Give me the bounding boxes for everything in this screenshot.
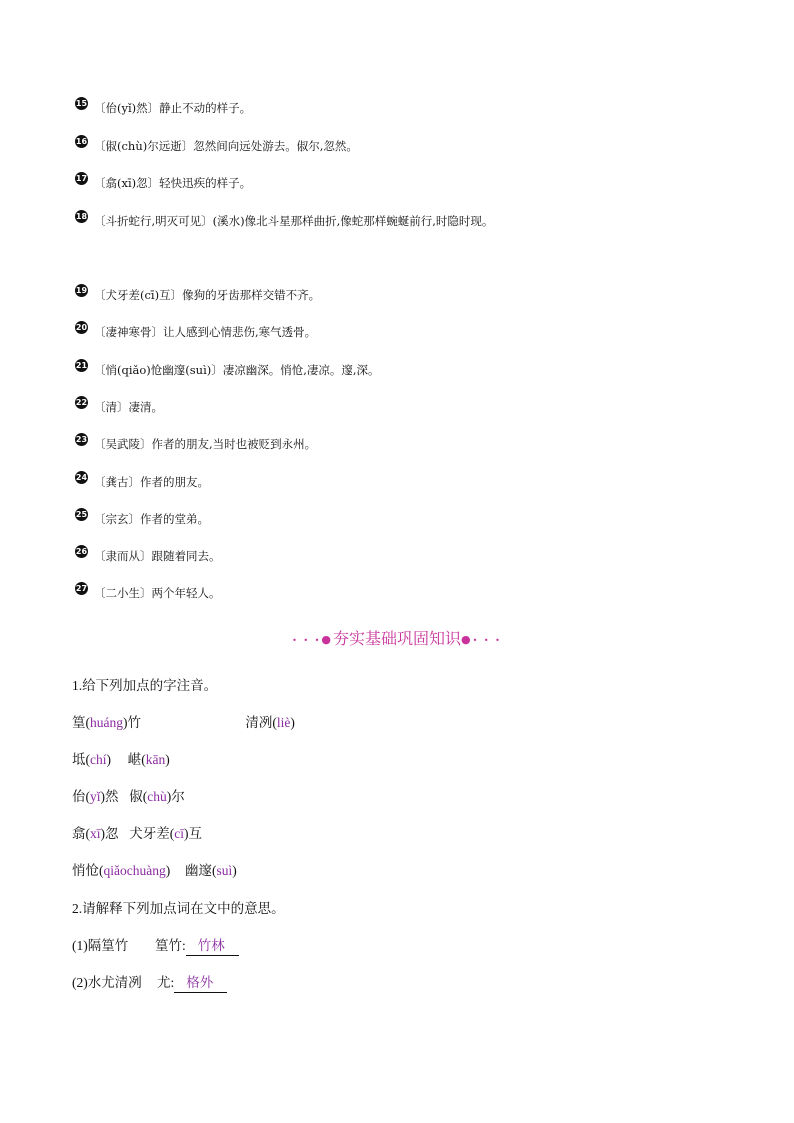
target-char: 清冽	[245, 715, 273, 730]
char-suffix: 竹	[127, 715, 141, 730]
note-22	[75, 399, 163, 415]
note-number-badge: 22	[75, 398, 88, 407]
note-number-badge: 27	[75, 584, 88, 593]
note-number-badge: 24	[75, 473, 88, 482]
pinyin-item: 幽邃(suì)	[184, 863, 237, 878]
pinyin-item: 篁(huáng)竹	[72, 715, 141, 730]
target-char: 坻	[72, 752, 86, 767]
note-21	[75, 362, 380, 378]
note-text: 〔吴武陵〕作者的朋友,当时也被贬到永州。	[94, 437, 317, 451]
question-1-prompt: 1.给下列加点的字注音。	[72, 678, 218, 693]
definition-item-1	[72, 937, 239, 956]
pinyin-item: 俶(chù)尔	[129, 789, 185, 804]
target-char: 嵁	[127, 752, 142, 767]
note-number-badge: 21	[75, 361, 88, 370]
pinyin-answer: yǐ	[90, 789, 101, 804]
pinyin-answer: suì	[216, 863, 233, 878]
target-char: 悄怆	[72, 863, 99, 878]
note-number-badge: 19	[75, 286, 88, 295]
pinyin-row-1	[72, 714, 295, 732]
pinyin-answer: liè	[276, 715, 291, 730]
note-text: 〔隶而从〕跟随着同去。	[94, 549, 221, 563]
pinyin-answer: huáng	[90, 715, 123, 730]
note-16	[75, 138, 358, 154]
target-char: 佁	[72, 789, 86, 804]
char-suffix: 尔	[171, 789, 185, 804]
char-suffix: 忽	[105, 826, 119, 841]
pinyin-item: 翕(xī)忽	[72, 826, 119, 841]
target-char: 俶	[129, 789, 143, 804]
note-24	[75, 474, 209, 490]
note-number-badge: 15	[75, 99, 88, 108]
pinyin-item: 嵁(kān)	[127, 752, 170, 767]
pinyin-item: 悄怆(qiǎochuàng)	[72, 863, 174, 878]
definition-item-2	[72, 974, 227, 993]
item-label: (2)水尤清冽	[72, 975, 142, 990]
pinyin-item: 犬牙差(cī)互	[129, 826, 203, 841]
note-number-badge: 17	[75, 174, 88, 183]
note-text: 〔翕(xī)忽〕轻快迅疾的样子。	[94, 176, 252, 190]
pinyin-item: 清冽(liè)	[245, 715, 295, 730]
note-20	[75, 324, 316, 340]
note-text: 〔二小生〕两个年轻人。	[94, 586, 221, 600]
note-17	[75, 175, 251, 191]
note-number-badge: 23	[75, 435, 88, 444]
note-25	[75, 511, 209, 527]
pinyin-row-5	[72, 862, 237, 880]
note-text: 〔清〕凄清。	[94, 400, 163, 414]
right-dots-ornament: ●• • •	[461, 633, 502, 646]
section-title: 夯实基础巩固知识	[332, 629, 461, 648]
note-text: 〔斗折蛇行,明灭可见〕(溪水)像北斗星那样曲折,像蛇那样蜿蜒前行,时隐时现。	[94, 214, 494, 228]
answer-blank[interactable]: 竹林	[186, 937, 239, 956]
note-text: 〔俶(chù)尔远逝〕忽然间向远处游去。俶尔,忽然。	[94, 139, 358, 153]
section-heading	[0, 626, 794, 649]
target-char: 犬牙差	[129, 826, 170, 841]
note-26	[75, 548, 221, 564]
note-number-badge: 16	[75, 137, 88, 146]
item-word: 篁竹:	[155, 938, 186, 953]
pinyin-answer: chí	[90, 752, 107, 767]
note-text: 〔龚古〕作者的朋友。	[94, 475, 209, 489]
char-suffix: 然	[105, 789, 119, 804]
note-number-badge: 20	[75, 323, 88, 332]
pinyin-row-4	[72, 825, 202, 843]
note-text: 〔宗玄〕作者的堂弟。	[94, 512, 209, 526]
pinyin-answer: qiǎochuàng	[103, 863, 166, 878]
pinyin-answer: cī	[174, 826, 185, 841]
note-19	[75, 287, 320, 303]
question-2-prompt: 2.请解释下列加点词在文中的意思。	[72, 901, 285, 916]
note-18	[75, 213, 493, 229]
char-suffix: 互	[188, 826, 203, 841]
note-text: 〔佁(yǐ)然〕静止不动的样子。	[94, 101, 252, 115]
note-15	[75, 100, 251, 116]
target-char: 篁	[72, 715, 86, 730]
pinyin-row-2	[72, 751, 170, 769]
note-23	[75, 436, 316, 452]
note-text: 〔悄(qiǎo)怆幽邃(suì)〕凄凉幽深。悄怆,凄凉。邃,深。	[94, 363, 380, 377]
pinyin-row-3	[72, 788, 185, 806]
left-dots-ornament: • • •●	[292, 633, 333, 646]
note-number-badge: 25	[75, 510, 88, 519]
target-char: 幽邃	[184, 863, 212, 878]
note-number-badge: 18	[75, 212, 88, 221]
note-text: 〔犬牙差(cī)互〕像狗的牙齿那样交错不齐。	[94, 288, 321, 302]
note-27	[75, 585, 221, 601]
pinyin-answer: xī	[90, 826, 101, 841]
note-text: 〔凄神寒骨〕让人感到心情悲伤,寒气透骨。	[94, 325, 317, 339]
pinyin-item: 佁(yǐ)然	[72, 789, 119, 804]
pinyin-item: 坻(chí)	[72, 752, 115, 767]
item-word: 尤:	[157, 975, 175, 990]
note-number-badge: 26	[75, 547, 88, 556]
target-char: 翕	[72, 826, 86, 841]
pinyin-answer: chù	[147, 789, 167, 804]
pinyin-answer: kān	[145, 752, 166, 767]
answer-blank[interactable]: 格外	[174, 974, 227, 993]
item-label: (1)隔篁竹	[72, 938, 129, 953]
